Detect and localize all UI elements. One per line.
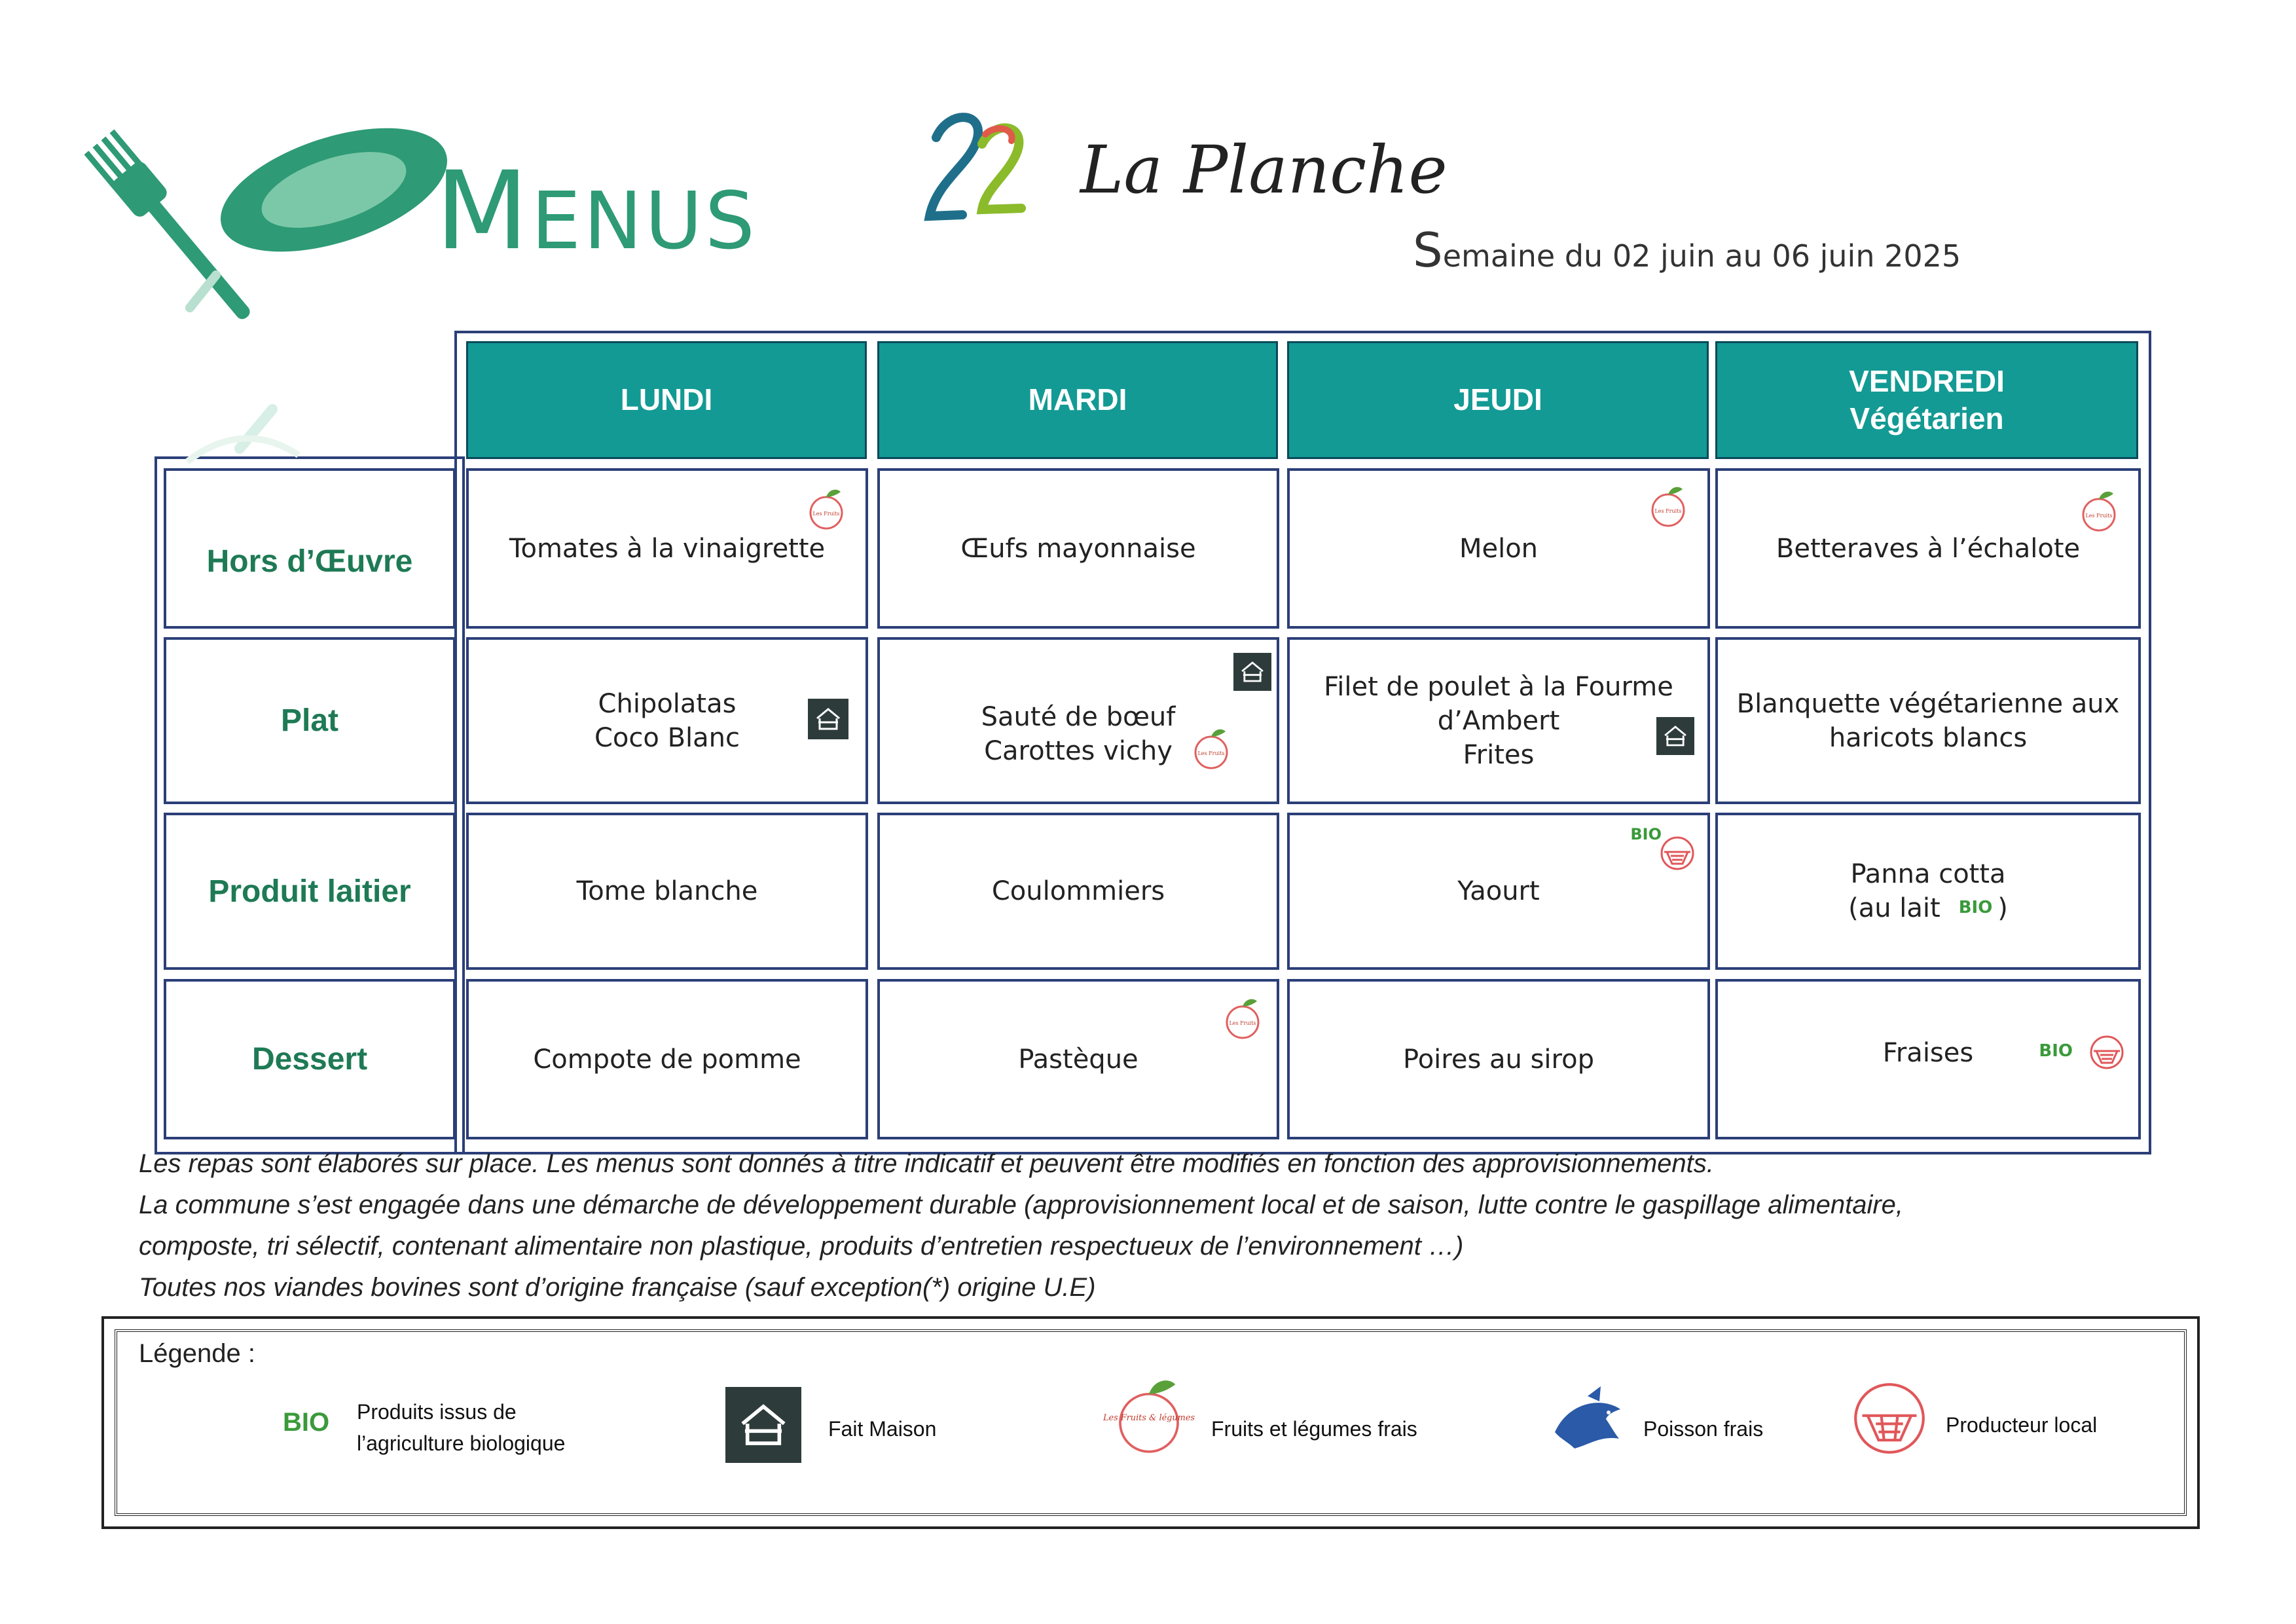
faded-decoration <box>168 363 443 462</box>
day-header-vendredi: VENDREDI Végétarien <box>1715 341 2138 459</box>
menu-table <box>155 331 2151 1156</box>
svg-text:Les Fruits: Les Fruits <box>1654 508 1682 514</box>
menu-cell: Tome blanche <box>466 813 868 970</box>
menu-cell: Tomates à la vinaigrette Les Fruits <box>466 468 868 629</box>
poisson-icon <box>1548 1383 1627 1455</box>
fait-maison-icon <box>808 699 848 739</box>
day-header-mardi: MARDI <box>877 341 1278 459</box>
legend-label-bio: Produits issus de l’agriculture biologique <box>357 1400 566 1455</box>
fruits-legumes-icon <box>1103 1372 1195 1457</box>
svg-text:Les Fruits & légumes: Les Fruits & légumes <box>1103 1413 1195 1424</box>
note-line: composte, tri sélectif, contenant alimentaire non plastique, produits d’entretien respectueux de l’environnement …) <box>139 1232 1464 1261</box>
note-line: La commune s’est engagée dans une démarche de développement durable (approvisionnement local et de saison, lutte contre le gaspillage alimentaire, <box>139 1190 1904 1219</box>
menus-title: MENUS <box>435 148 757 274</box>
menu-cell: Pastèque Les Fruits <box>877 979 1279 1139</box>
menu-cell: Panna cotta (au lait BIO ) <box>1715 813 2141 970</box>
producteur-local-icon <box>1851 1380 1927 1456</box>
legend-label-fruits-legumes: Fruits et légumes frais <box>1211 1417 1417 1441</box>
note-line: Les repas sont élaborés sur place. Les menus sont donnés à titre indicatif et peuvent être modifiés en fonction des approvisionnements. <box>139 1149 1714 1178</box>
menu-cell: Fraises BIO <box>1715 979 2141 1139</box>
menu-cell: Compote de pomme <box>466 979 868 1139</box>
legend-label-producteur-local: Producteur local <box>1946 1413 2098 1437</box>
day-header-lundi: LUNDI <box>466 341 867 459</box>
legend-label-fait-maison: Fait Maison <box>828 1417 937 1441</box>
row-label-plat: Plat <box>164 637 456 804</box>
menu-cell: Betteraves à l’échalote Les Fruits <box>1715 468 2141 629</box>
fait-maison-icon <box>1656 717 1694 755</box>
producteur-local-icon <box>1659 835 1696 872</box>
week-range: Semaine du 02 juin au 06 juin 2025 <box>1413 223 1961 278</box>
svg-text:Les Fruits: Les Fruits <box>2085 513 2113 519</box>
brand-name: La Planche <box>1080 132 1448 208</box>
row-label-hors-doeuvre: Hors d’Œuvre <box>164 468 456 629</box>
menu-cell: Chipolatas Coco Blanc <box>466 637 868 804</box>
note-line: Toutes nos viandes bovines sont d’origine française (sauf exception(*) origine U.E) <box>139 1273 1096 1302</box>
menu-cell: Œufs mayonnaise <box>877 468 1279 629</box>
row-label-produit-laitier: Produit laitier <box>164 813 456 970</box>
fruits-legumes-icon <box>1649 483 1688 528</box>
bio-icon: BIO <box>1958 898 1993 918</box>
bio-icon: BIO <box>283 1408 330 1437</box>
svg-text:Les Fruits: Les Fruits <box>1229 1020 1256 1026</box>
plate-fork-logo <box>111 92 452 341</box>
menu-cell: Yaourt BIO <box>1287 813 1710 970</box>
fait-maison-icon <box>1233 653 1271 691</box>
fruits-legumes-icon <box>807 485 846 531</box>
fait-maison-icon <box>725 1387 801 1463</box>
menu-cell: Blanquette végétarienne aux haricots blancs <box>1715 637 2141 804</box>
menu-cell: Sauté de bœuf Carottes vichy Les Fruits <box>877 637 1279 804</box>
fruits-legumes-icon <box>2079 487 2119 533</box>
bio-icon: BIO <box>2039 1041 2073 1061</box>
fruits-legumes-icon <box>1192 725 1231 771</box>
menu-cell: Melon Les Fruits <box>1287 468 1710 629</box>
fruits-legumes-icon <box>1223 995 1262 1041</box>
svg-text:Les Fruits: Les Fruits <box>812 511 840 517</box>
menu-cell: Coulommiers <box>877 813 1279 970</box>
day-header-jeudi: JEUDI <box>1287 341 1709 459</box>
row-label-dessert: Dessert <box>164 979 456 1139</box>
bio-icon: BIO <box>1630 825 1662 843</box>
producteur-local-icon <box>2088 1034 2125 1071</box>
menu-cell: Filet de poulet à la Fourme d’Ambert Frites <box>1287 637 1710 804</box>
svg-text:Les Fruits: Les Fruits <box>1197 750 1225 756</box>
legend-title: Légende : <box>139 1339 255 1368</box>
la-planche-logo-icon <box>923 105 1028 229</box>
legend-label-poisson: Poisson frais <box>1643 1417 1764 1441</box>
menu-cell: Poires au sirop <box>1287 979 1710 1139</box>
